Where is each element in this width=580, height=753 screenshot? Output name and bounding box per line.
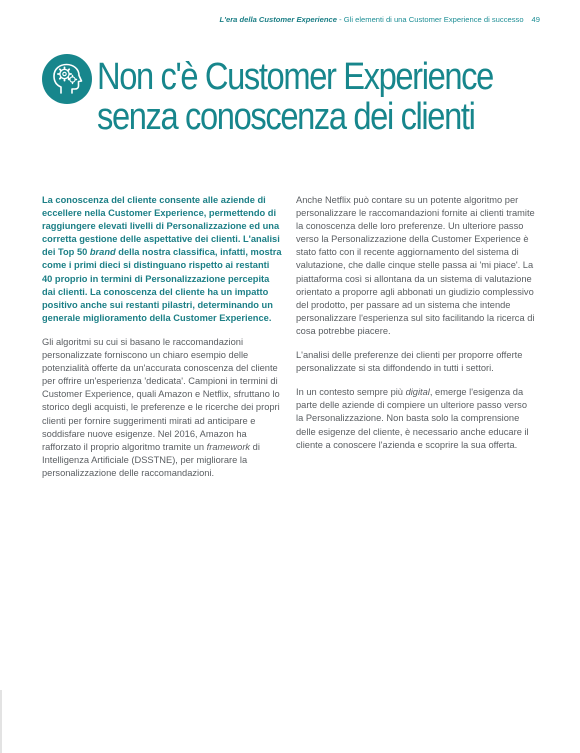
head-gears-icon-graphic	[42, 54, 92, 104]
header-section: L'era della Customer Experience	[219, 15, 337, 24]
header-separator: -	[336, 15, 344, 24]
lead-paragraph	[42, 194, 282, 325]
right-paragraph-1: Anche Netflix può contare su un potente algoritmo per personalizzare le raccomandazioni fornite ai clienti tramite la conoscenza delle loro preferenze. Un ulteriore passo verso la Personalizzazione della Customer Experience è stato fatto con il recente aggiornamento del sistema di valutazione, che dalle cinque stelle passa ai 'mi piace'. La piattaforma così si allontana da un sistema di valutazione orientato a proporre agli abbonati un giudizio complessivo del prodotto, per passare ad un sistema che intende personalizzare l'esperienza sul sito facilitando la ricerca di cosa potrebbe piacere.	[296, 195, 535, 336]
lead-text-2: della nostra classifica, infatti, mostra come i primi dieci si distinguano rispetto ai restanti 40 proprio in termini di Personalizzazione percepita dai clienti. La conoscenza del cliente ha un impatto positivo anche sui restanti pilastri, determinando un generale miglioramento della Customer Experience.	[42, 247, 282, 323]
running-header	[220, 15, 540, 24]
para3-text-2: , emerge l'esigenza da parte delle aziende di compiere un ulteriore passo verso la Personalizzazione. Non basta solo la comprensione delle esigenze del cliente, è necessario anche educare il cliente a conoscere l'azienda e scoprire la sua offerta.	[296, 387, 529, 450]
head-gears-icon	[42, 54, 92, 104]
right-paragraph-2: L'analisi delle preferenze dei clienti per proporre offerte personalizzate si sta diffondendo in tutti i settori.	[296, 350, 523, 374]
header-subsection: Gli elementi di una Customer Experience di successo	[343, 15, 524, 24]
right-column	[296, 194, 536, 463]
body-emphasis: framework	[206, 441, 251, 452]
page-number: 49	[531, 15, 540, 24]
para3-emphasis: digital	[405, 387, 430, 398]
left-column	[42, 194, 282, 491]
page-edge-rule	[0, 690, 2, 753]
title-line-1: Non c'è Customer Experience	[97, 56, 493, 98]
body-text-2: di Intelligenza Artificiale (DSSTNE), per migliorare la personalizzazione delle raccomandazioni.	[42, 441, 260, 478]
body-text-1: Gli algoritmi su cui si basano le raccomandazioni personalizzate forniscono un chiaro esempio delle potenzialità offerte da un'accurata conoscenza del cliente per offrire un'esperienza 'dedicata'. Campioni in termini di Customer Experience, quali Amazon e Netflix, sfruttano lo storico degli acquisti, le preferenze e le ricerche dei propri clienti per fornire suggerimenti mirati ad anticipare e soddisfare nuove esigenze. Nel 2016, Amazon ha rafforzato il proprio algoritmo tramite un	[42, 336, 280, 452]
lead-emphasis: brand	[89, 247, 116, 258]
title-line-2: senza conoscenza dei clienti	[97, 96, 475, 138]
right-paragraph-3	[296, 386, 536, 451]
body-paragraph	[42, 336, 282, 480]
page-title	[97, 57, 493, 137]
para3-text-1: In un contesto sempre più	[296, 387, 406, 398]
lead-text-1: La conoscenza del cliente consente alle aziende di eccellere nella Customer Experience, permettendo di raggiungere elevati livelli di Personalizzazione ed una corretta gestione delle aspettative dei clienti. L'analisi dei Top 50	[42, 195, 280, 258]
